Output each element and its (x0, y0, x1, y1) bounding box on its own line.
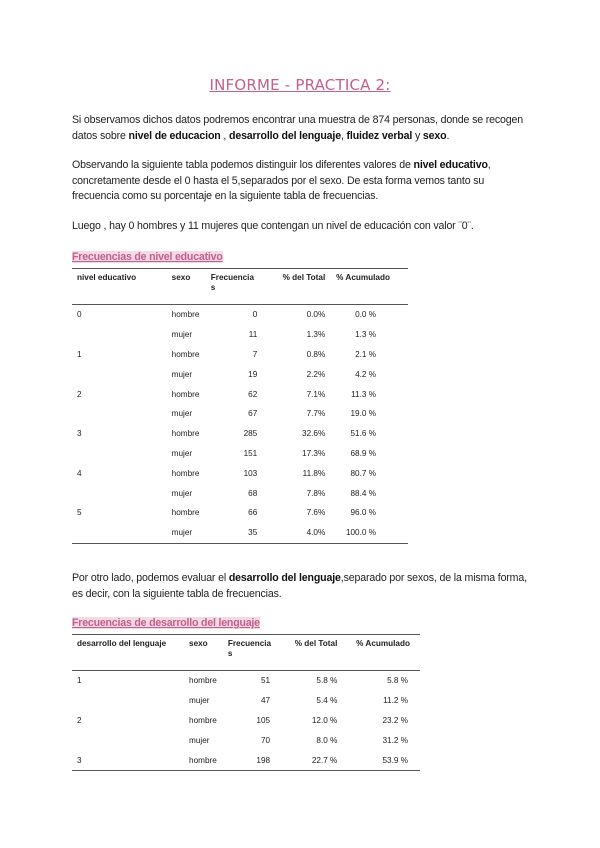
table-cell: 96.0 % (350, 508, 376, 518)
table-cell: mujer (171, 409, 193, 419)
education-frequency-table (72, 268, 408, 544)
table-cell: 105 (256, 715, 271, 725)
language-frequency-table (72, 634, 420, 771)
table-cell: 2 (77, 389, 82, 399)
table-cell: hombre (171, 508, 200, 518)
table-cell (72, 523, 162, 543)
header-percent-acumulado: % Acumulado (329, 269, 408, 305)
table-cell: 5.4 % (316, 696, 338, 706)
table-cell: 0.0% (306, 310, 326, 320)
table-cell: 2 (77, 715, 82, 725)
table-row (72, 345, 408, 365)
language-paragraph: Por otro lado, podemos evaluar el desarrollo del lenguaje,separado por sexos, de la misma forma, es decir, con la siguiente tabla de frecuencias. (72, 572, 527, 600)
header-percent-total: % del Total (259, 269, 329, 305)
table-row (72, 750, 420, 770)
table-row (72, 691, 420, 711)
table-cell: 3 (72, 750, 179, 770)
table-cell: 11 (248, 330, 258, 340)
table-cell: 198 (227, 750, 272, 770)
table1-caption: Frecuencias de nivel educativo (72, 251, 223, 263)
table-cell: 0 (252, 310, 258, 320)
header-sexo: sexo (179, 635, 227, 671)
table-cell: 1.3 % (355, 330, 376, 340)
table-cell: 19 (248, 369, 258, 379)
table-cell: hombre (171, 310, 200, 320)
table-cell: 68.9 % (350, 448, 376, 458)
table-header-row (72, 635, 420, 671)
table-cell: 88.4 % (350, 488, 376, 498)
summary-paragraph: Luego , hay 0 hombres y 11 mujeres que contengan un nivel de educación con valor ¨0¨. (72, 220, 474, 232)
table-cell: 2.1 % (355, 349, 376, 359)
table-cell: 8.0 % (316, 735, 338, 745)
table-row (72, 671, 420, 691)
header-desarrollo-lenguaje: desarrollo del lenguaje (72, 635, 179, 671)
table-row (72, 364, 408, 384)
table-cell: 285 (243, 429, 258, 439)
table-cell: mujer (162, 523, 210, 543)
table-cell: 5.8 % (387, 676, 408, 686)
table-row (72, 483, 408, 503)
table-cell: hombre (171, 429, 200, 439)
table-cell: 5 (77, 508, 82, 518)
table-cell (72, 444, 162, 464)
table2-caption: Frecuencias de desarrollo del lenguaje (72, 617, 260, 629)
table-cell: 32.6% (302, 429, 326, 439)
table-cell: 68 (248, 488, 258, 498)
table-cell: hombre (171, 389, 200, 399)
table-cell: 7.6% (306, 508, 326, 518)
table-cell: 47 (260, 696, 271, 706)
table-cell: 7 (252, 349, 258, 359)
observation-paragraph: Observando la siguiente tabla podemos distinguir los diferentes valores de nivel educativo, concretamente desde el 0 hasta el 5,separados por el sexo. De esta forma vemos tanto su frecuencia como su porcentaje en la siguiente tabla de frecuencias. (72, 159, 491, 202)
table-row (72, 711, 420, 731)
table-cell: 7.8% (306, 488, 326, 498)
table-row (72, 404, 408, 424)
table-cell: 11.8% (302, 468, 326, 478)
table-cell: 5.8 % (316, 676, 338, 686)
table-cell: 0.0 % (355, 310, 376, 320)
table-cell: mujer (171, 330, 193, 340)
table-cell (72, 691, 179, 711)
table-cell: 2.2% (306, 369, 326, 379)
table-cell: 51.6 % (350, 429, 376, 439)
intro-paragraph: Si observamos dichos datos podremos encontrar una muestra de 874 personas, donde se recogen datos sobre nivel de educacion , desarrollo del lenguaje, fluidez verbal y sexo. (72, 114, 523, 142)
table-row (72, 503, 408, 523)
table-cell (72, 325, 162, 345)
table-row (72, 424, 408, 444)
table-cell: 22.7 % (272, 750, 341, 770)
table-cell: 17.3% (302, 448, 326, 458)
header-nivel-educativo: nivel educativo (72, 269, 162, 305)
table-cell: hombre (189, 676, 217, 686)
table-row (72, 730, 420, 750)
table-cell: 51 (260, 676, 271, 686)
header-sexo: sexo (162, 269, 210, 305)
table-cell: 12.0 % (311, 715, 338, 725)
table-cell: 151 (243, 448, 258, 458)
table-cell: 1 (77, 349, 82, 359)
table-cell: 53.9 % (341, 750, 420, 770)
table-cell: 19.0 % (350, 409, 376, 419)
table-cell (72, 483, 162, 503)
table-row (72, 384, 408, 404)
table-cell: 3 (77, 429, 82, 439)
header-frecuencias: Frecuencia s (210, 269, 259, 305)
table-cell: 7.1% (306, 389, 326, 399)
table-cell: 4.0% (259, 523, 329, 543)
table-cell: 35 (210, 523, 259, 543)
table-row (72, 325, 408, 345)
table-cell: 100.0 % (329, 523, 408, 543)
table-cell: 103 (243, 468, 258, 478)
table-cell: 11.3 % (351, 389, 376, 399)
table-cell: 80.7 % (350, 468, 376, 478)
table-cell: 23.2 % (382, 715, 408, 725)
table-row (72, 523, 408, 543)
table-cell: hombre (179, 750, 227, 770)
table-cell: 62 (248, 389, 258, 399)
table-cell: 1 (77, 676, 82, 686)
table-cell: mujer (171, 488, 193, 498)
table-cell: mujer (171, 448, 193, 458)
table-cell: 11.2 % (383, 696, 408, 706)
document-title: INFORME - PRACTICA 2: (209, 76, 391, 94)
table-cell: 7.7% (306, 409, 326, 419)
table-cell: 1.3% (306, 330, 326, 340)
table-cell: 31.2 % (382, 735, 408, 745)
table-cell: hombre (189, 715, 217, 725)
header-frecuencias: Frecuencia s (227, 635, 272, 671)
header-percent-acumulado: % Acumulado (341, 635, 420, 671)
table-cell: hombre (171, 349, 200, 359)
table-cell (72, 404, 162, 424)
table-row (72, 305, 408, 325)
header-percent-total: % del Total (272, 635, 341, 671)
table-row (72, 463, 408, 483)
table-cell: mujer (189, 696, 210, 706)
table-row (72, 444, 408, 464)
table-cell: 67 (248, 409, 258, 419)
table-cell: 4.2 % (355, 369, 376, 379)
table-cell: mujer (189, 735, 210, 745)
table-cell: hombre (171, 468, 200, 478)
table-cell (72, 730, 179, 750)
table-cell (72, 364, 162, 384)
table-cell: 4 (77, 468, 82, 478)
table-cell: 0 (77, 310, 82, 320)
table-header-row (72, 269, 408, 305)
table-cell: 70 (260, 735, 271, 745)
table-cell: 0.8% (306, 349, 326, 359)
table-cell: mujer (171, 369, 193, 379)
table-cell: 66 (248, 508, 258, 518)
